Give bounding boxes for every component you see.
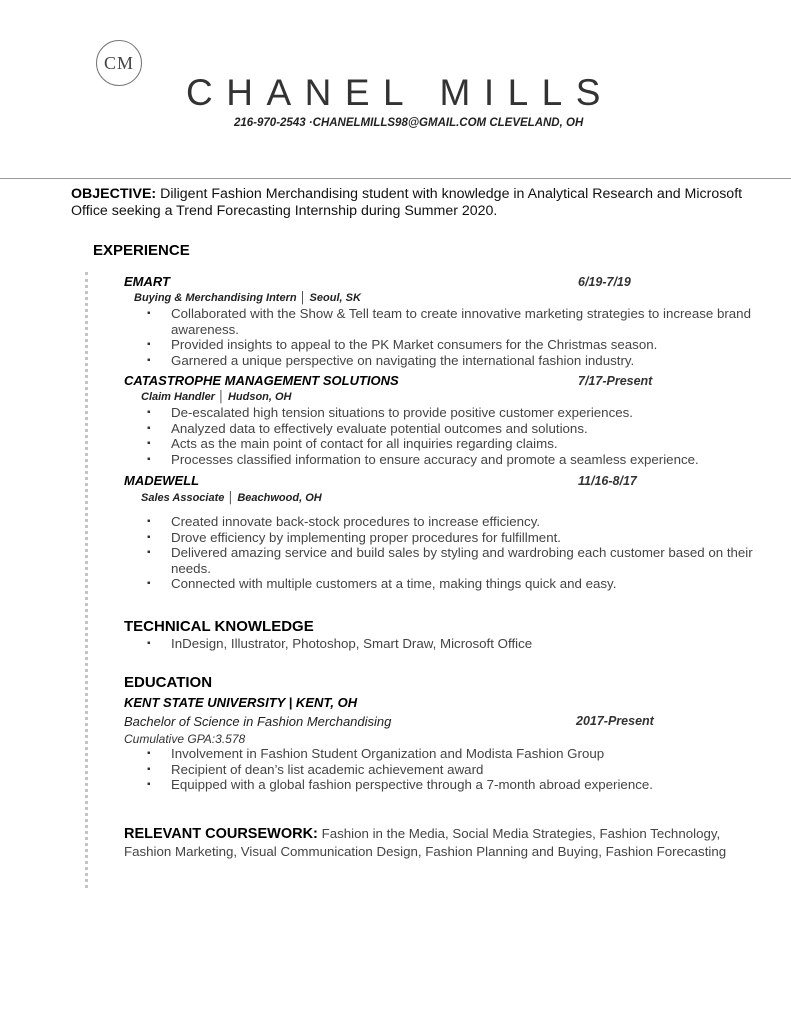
job-company: EMART (124, 274, 170, 289)
job-company: MADEWELL (124, 473, 200, 488)
job-dates: 6/19-7/19 (578, 275, 631, 289)
monogram-logo (96, 40, 142, 86)
bullet-item: ▪ Processes classified information to ensure accuracy and promote a seamless experience. (147, 452, 762, 468)
coursework-label: RELEVANT COURSEWORK: (124, 826, 318, 842)
objective-text: Diligent Fashion Merchandising student with knowledge in Analytical Research and Microsoft Office seeking a Trend Forecasting Internship during Summer 2020. (71, 186, 743, 219)
job-dates: 11/16-8/17 (578, 474, 637, 488)
job-role: Claim Handler │ Hudson, OH (141, 391, 292, 403)
bullet-item: ▪ Involvement in Fashion Student Organization and Modista Fashion Group (147, 746, 762, 762)
education-degree: Bachelor of Science in Fashion Merchandising (124, 714, 392, 729)
bullet-item: ▪ Analyzed data to effectively evaluate potential outcomes and solutions. (147, 421, 762, 437)
contact-line: 216-970-2543 ·CHANELMILLS98@GMAIL.COM CLEVELAND, OH (234, 117, 584, 129)
monogram-text: CM (103, 52, 134, 73)
bullet-item: ▪ Garnered a unique perspective on navigating the international fashion industry. (147, 353, 762, 369)
header-divider (0, 178, 791, 179)
bullet-item: ▪ Delivered amazing service and build sales by styling and wardrobing each customer based on their needs. (147, 545, 762, 576)
bullet-item: ▪ Provided insights to appeal to the PK Market consumers for the Christmas season. (147, 337, 762, 353)
bullet-item: ▪ Created innovate back-stock procedures to increase efficiency. (147, 514, 762, 530)
job-bullets (147, 405, 762, 467)
bullet-item: ▪ InDesign, Illustrator, Photoshop, Smart Draw, Microsoft Office (147, 636, 762, 652)
technical-bullets (147, 636, 762, 652)
objective-label: OBJECTIVE: (71, 186, 157, 202)
bullet-item: ▪ Acts as the main point of contact for all inquiries regarding claims. (147, 436, 762, 452)
job-bullets (147, 514, 762, 592)
coursework-text: Fashion in the Media, Social Media Strategies, Fashion Technology, Fashion Marketing, Visual Communication Design, Fashion Planning and Buying, Fashion Forecasting (124, 826, 727, 859)
education-school: KENT STATE UNIVERSITY | KENT, OH (124, 695, 358, 710)
bullet-item: ▪ Connected with multiple customers at a time, making things quick and easy. (147, 576, 762, 592)
education-gpa: Cumulative GPA:3.578 (124, 732, 246, 746)
dotted-side-rule (85, 272, 88, 888)
job-role: Sales Associate │ Beachwood, OH (141, 492, 322, 504)
job-dates: 7/17-Present (578, 374, 653, 388)
objective-paragraph (71, 186, 751, 220)
bullet-item: ▪ De-escalated high tension situations to provide positive customer experiences. (147, 405, 762, 421)
bullet-item: ▪ Drove efficiency by implementing proper procedures for fulfillment. (147, 530, 762, 546)
job-company: CATASTROPHE MANAGEMENT SOLUTIONS (124, 373, 399, 388)
coursework-paragraph (124, 825, 764, 860)
candidate-name: CHANEL MILLS (186, 72, 614, 113)
bullet-item: ▪ Recipient of dean’s list academic achievement award (147, 762, 762, 778)
experience-heading: EXPERIENCE (93, 242, 190, 259)
job-role: Buying & Merchandising Intern │ Seoul, SK (134, 292, 361, 304)
bullet-item: ▪ Collaborated with the Show & Tell team to create innovative marketing strategies to increase brand awareness. (147, 306, 762, 337)
job-bullets (147, 306, 762, 368)
education-heading: EDUCATION (124, 674, 213, 691)
bullet-item: ▪ Equipped with a global fashion perspective through a 7-month abroad experience. (147, 777, 762, 793)
technical-heading: TECHNICAL KNOWLEDGE (124, 618, 314, 635)
education-bullets (147, 746, 762, 793)
education-dates: 2017-Present (576, 714, 654, 728)
